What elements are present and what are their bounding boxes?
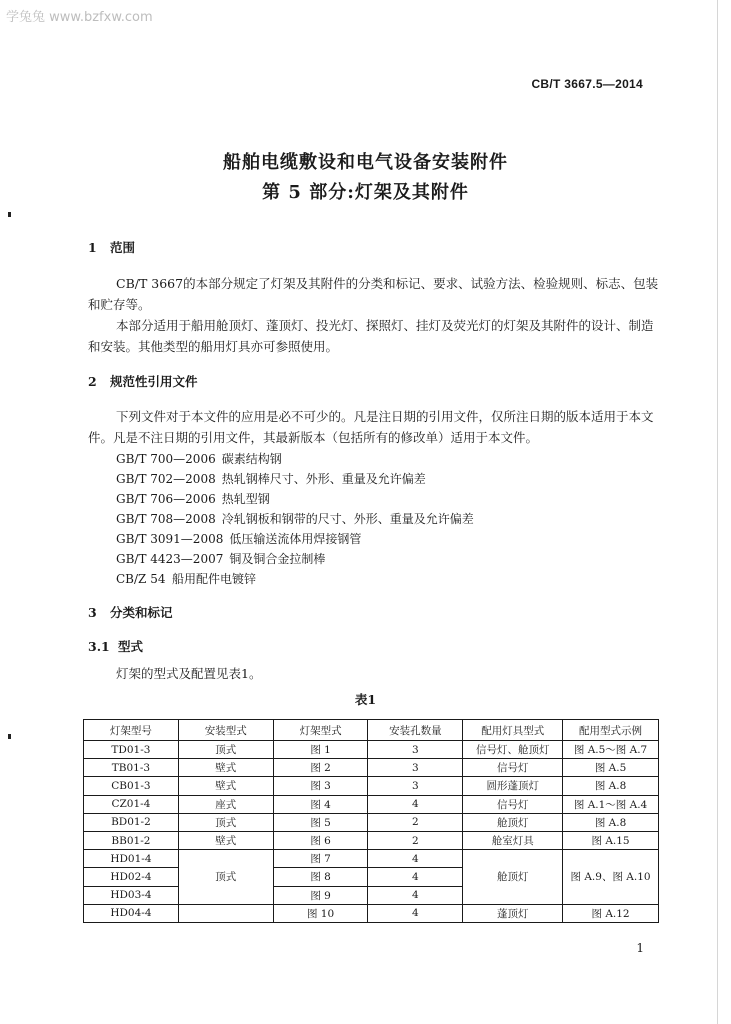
table-cell: 2 [368, 831, 463, 849]
table-header-cell: 安装孔数量 [368, 720, 463, 741]
reference-code: GB/T 700—2006 [116, 452, 216, 466]
reference-code: CB/Z 54 [116, 572, 166, 586]
table-cell: 图 A.5～图 A.7 [563, 741, 659, 759]
section-number: 2 [88, 374, 97, 389]
table-cell: 舱室灯具 [463, 831, 563, 849]
table-cell: 图 8 [273, 868, 368, 886]
document-subtitle: 第 5 部分:灯架及其附件 [262, 182, 469, 203]
table-header-cell: 配用灯具型式 [463, 720, 563, 741]
table-cell: TB01-3 [84, 759, 179, 777]
reference-title: 船用配件电镀锌 [172, 572, 257, 586]
table-cell: 图 4 [273, 795, 368, 813]
paragraph-line: 下列文件对于本文件的应用是必不可少的。凡是注日期的引用文件，仅所注日期的版本适用于本文 [116, 409, 654, 424]
table-cell: HD02-4 [84, 868, 179, 886]
table-cell: 图 A.1～图 A.4 [563, 795, 659, 813]
table-cell: 4 [368, 850, 463, 868]
scan-mark [8, 734, 11, 739]
reference-item [116, 530, 361, 547]
table-cell: 图 3 [273, 777, 368, 795]
table-cell: 4 [368, 904, 463, 922]
reference-code: GB/T 4423—2007 [116, 552, 224, 566]
section-title: 分类和标记 [110, 605, 173, 620]
table-cell: 蓬顶灯 [463, 904, 563, 922]
section-title: 型式 [118, 639, 144, 654]
table-row [84, 813, 659, 831]
section-number: 3 [88, 605, 97, 620]
reference-item [116, 490, 270, 507]
table-cell: CB01-3 [84, 777, 179, 795]
paragraph-line: 和安装。其他类型的船用灯具亦可参照使用。 [88, 339, 339, 354]
table-cell: HD03-4 [84, 886, 179, 904]
section-2-heading [88, 372, 198, 390]
paragraph-line: 灯架的型式及配置见表1。 [116, 666, 262, 681]
table-cell: 图 A.8 [563, 777, 659, 795]
table-row [84, 904, 659, 922]
table-cell: TD01-3 [84, 741, 179, 759]
table-cell: 壁式 [178, 831, 273, 849]
table-cell [178, 904, 273, 922]
standard-number: CB/T 3667.5—2014 [531, 77, 643, 91]
section-3-1-heading [88, 637, 143, 655]
section-3-heading [88, 603, 173, 621]
paragraph-line: 件。凡是不注日期的引用文件，其最新版本（包括所有的修改单）适用于本文件。 [88, 430, 539, 445]
reference-item [116, 510, 474, 527]
paragraph-line: 和贮存等。 [88, 297, 151, 312]
table-cell: 图 9 [273, 886, 368, 904]
table-cell: 4 [368, 886, 463, 904]
table-cell: 2 [368, 813, 463, 831]
table-header-row [84, 720, 659, 741]
table-cell: 图 7 [273, 850, 368, 868]
table-cell-merged: 舱顶灯 [463, 850, 563, 905]
reference-code: GB/T 708—2008 [116, 512, 216, 526]
table-cell: 4 [368, 868, 463, 886]
table-cell: 3 [368, 759, 463, 777]
table-header-cell: 灯架型号 [84, 720, 179, 741]
table-cell: 图 A.15 [563, 831, 659, 849]
reference-item [116, 550, 325, 567]
table-cell: HD01-4 [84, 850, 179, 868]
table-row [84, 777, 659, 795]
table-cell: 图 A.5 [563, 759, 659, 777]
reference-title: 碳素结构钢 [221, 452, 282, 466]
scan-mark [8, 212, 11, 217]
table-cell: 圆形蓬顶灯 [463, 777, 563, 795]
table-header-cell: 安装型式 [178, 720, 273, 741]
page-number: 1 [636, 941, 644, 955]
table-cell: CZ01-4 [84, 795, 179, 813]
table-cell: 图 10 [273, 904, 368, 922]
table-cell: 信号灯 [463, 759, 563, 777]
table-cell: 壁式 [178, 759, 273, 777]
table-cell: 壁式 [178, 777, 273, 795]
table-cell: 3 [368, 741, 463, 759]
reference-code: GB/T 702—2008 [116, 472, 216, 486]
table-cell: 3 [368, 777, 463, 795]
watermark: 学兔兔 www.bzfxw.com [6, 10, 153, 25]
section-number: 3.1 [88, 639, 110, 654]
reference-title: 低压输送流体用焊接钢管 [229, 532, 362, 546]
table-row [84, 741, 659, 759]
table-cell: 舱顶灯 [463, 813, 563, 831]
table-cell: 图 6 [273, 831, 368, 849]
table-cell: BD01-2 [84, 813, 179, 831]
table-cell: HD04-4 [84, 904, 179, 922]
paragraph-line: CB/T 3667的本部分规定了灯架及其附件的分类和标记、要求、试验方法、检验规则、标志、包装 [116, 276, 659, 291]
reference-title: 热轧型钢 [221, 492, 270, 506]
table-cell: 4 [368, 795, 463, 813]
table-cell: 图 5 [273, 813, 368, 831]
table-header-cell: 配用型式示例 [563, 720, 659, 741]
section-number: 1 [88, 240, 97, 255]
document-title: 船舶电缆敷设和电气设备安装附件 [223, 152, 508, 173]
reference-code: GB/T 3091—2008 [116, 532, 224, 546]
table-cell-merged: 图 A.9、图 A.10 [563, 850, 659, 905]
reference-title: 冷轧钢板和钢带的尺寸、外形、重量及允许偏差 [221, 512, 474, 526]
reference-item [116, 570, 256, 587]
table-cell: 图 1 [273, 741, 368, 759]
section-title: 范围 [110, 240, 136, 255]
section-title: 规范性引用文件 [110, 374, 198, 389]
table-header-cell: 灯架型式 [273, 720, 368, 741]
reference-item [116, 450, 282, 467]
table-cell: 信号灯、舱顶灯 [463, 741, 563, 759]
table-cell: 顶式 [178, 741, 273, 759]
table-cell: 顶式 [178, 813, 273, 831]
reference-code: GB/T 706—2006 [116, 492, 216, 506]
table-cell: 信号灯 [463, 795, 563, 813]
reference-title: 铜及铜合金拉制棒 [229, 552, 326, 566]
table-cell: 图 A.8 [563, 813, 659, 831]
reference-item [116, 470, 426, 487]
table-caption: 表1 [354, 692, 377, 707]
table-cell: 图 A.12 [563, 904, 659, 922]
table-row [84, 831, 659, 849]
section-1-heading [88, 238, 135, 256]
table-cell-merged: 顶式 [178, 850, 273, 905]
table-row [84, 759, 659, 777]
table-cell: 图 2 [273, 759, 368, 777]
lamp-frame-table [83, 719, 659, 923]
paragraph-line: 本部分适用于船用舱顶灯、蓬顶灯、投光灯、探照灯、挂灯及荧光灯的灯架及其附件的设计、制造 [116, 318, 654, 333]
reference-title: 热轧钢棒尺寸、外形、重量及允许偏差 [221, 472, 426, 486]
table-row [84, 795, 659, 813]
table-row [84, 850, 659, 868]
table-cell: BB01-2 [84, 831, 179, 849]
table-cell: 座式 [178, 795, 273, 813]
